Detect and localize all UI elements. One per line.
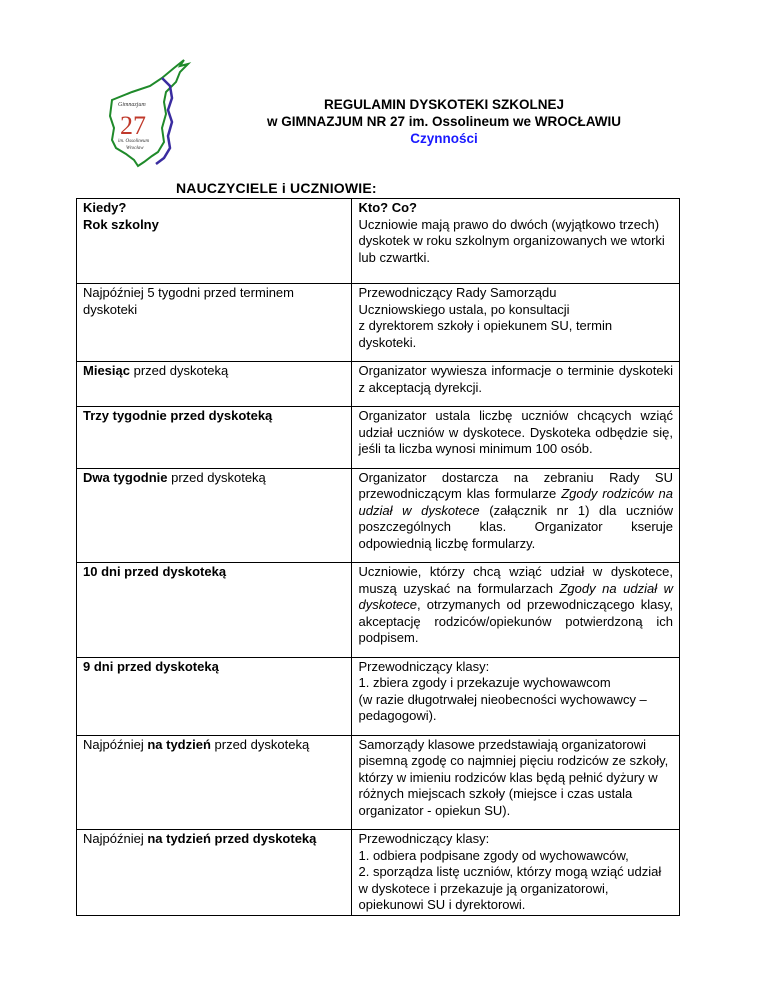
when-text: Trzy tygodnie przed dyskoteką — [83, 408, 273, 423]
title-line-1: REGULAMIN DYSKOTEKI SZKOLNEJ — [323, 97, 564, 112]
what-line: 2. sporządza listę uczniów, którzy mogą wziąć udział w dyskotece i przekazuje ją organizatorowi, opiekunowi SU i dyrektorowi. — [358, 864, 662, 912]
when-prefix: Najpóźniej — [83, 736, 148, 752]
when-bold: na tydzień przed dyskoteką — [147, 831, 317, 846]
when-text: Najpóźniej 5 tygodni przed terminem dyskoteki — [83, 285, 294, 317]
when-header-cell — [77, 199, 352, 284]
what-cell — [352, 468, 680, 563]
what-cell — [352, 563, 680, 658]
when-bold: Miesiąc — [83, 363, 130, 378]
who-header-cell — [352, 199, 680, 284]
table-row — [77, 284, 680, 362]
what-cell — [352, 830, 680, 916]
table-row — [77, 735, 680, 830]
table-row — [77, 563, 680, 658]
what-text: Organizator dostarcza na zebraniu Rady SU przewodniczącym klas formularze — [358, 469, 673, 501]
when-label: Kiedy? — [83, 200, 127, 215]
document-subtitle: Czynności — [410, 131, 478, 146]
table-row — [77, 830, 680, 916]
when-bold: Dwa tygodnie — [83, 469, 168, 485]
when-cell — [77, 362, 352, 407]
who-value: Uczniowie mają prawo do dwóch (wyjątkowo trzech) dyskotek w roku szkolnym organizowanych we wtorki lub czwartki. — [358, 216, 665, 265]
what-line: 1. odbiera podpisane zgody od wychowawców, — [358, 847, 629, 863]
document-title — [0, 96, 768, 147]
what-text: (załącznik nr 1) dla uczniów poszczególnych klas. Organizator kseruje odpowiednią liczbę formularzy. — [358, 502, 673, 551]
table-row — [77, 407, 680, 469]
what-cell — [352, 284, 680, 362]
what-cell — [352, 657, 680, 735]
when-bold: na tydzień — [147, 736, 211, 752]
table-header-row — [77, 199, 680, 284]
what-line: (w razie długotrwałej nieobecności wychowawcy – pedagogowi). — [358, 691, 647, 723]
logo-number: 27 — [120, 111, 146, 140]
when-value: Rok szkolny — [83, 216, 159, 232]
table-row — [77, 468, 680, 563]
what-cell — [352, 362, 680, 407]
section-heading: NAUCZYCIELE i UCZNIOWIE: — [176, 180, 377, 196]
when-cell — [77, 407, 352, 469]
when-rest: przed dyskoteką — [129, 363, 229, 378]
what-line: z dyrektorem szkoły i opiekunem SU, termin — [358, 318, 613, 333]
when-rest: przed dyskoteką — [210, 736, 310, 752]
what-italic: Zgody na udział w dyskotece — [358, 580, 674, 612]
what-text: , otrzymanych od przewodniczącego klasy, akceptację rodziców/opiekunów potwierdzoną ich podpisem. — [358, 597, 673, 645]
what-text: Organizator ustala liczbę uczniów chcących wziąć udział uczniów w dyskotece. Dyskoteka odbędzie się, jeśli ta liczba wynosi minimum 100 osób. — [358, 408, 673, 456]
when-text: 10 dni przed dyskoteką — [83, 564, 227, 579]
table-row — [77, 657, 680, 735]
logo-line2: im. Ossolineum — [118, 139, 150, 144]
title-line-2: w GIMNAZJUM NR 27 im. Ossolineum we WROCŁAWIU — [266, 114, 622, 129]
schedule-table — [76, 198, 680, 916]
what-cell — [352, 407, 680, 469]
when-cell — [77, 657, 352, 735]
what-line: Przewodniczący klasy: — [358, 658, 490, 674]
when-text: 9 dni przed dyskoteką — [83, 658, 219, 674]
what-text: Samorządy klasowe przedstawiają organizatorowi pisemną zgodę co najmniej pięciu rodziców ze szkoły, którzy w imieniu rodziców klas będą pełnić dyżury w różnych miejscach szkoły (miejsce i czas ustala organizator - opiekun SU). — [358, 736, 669, 818]
when-cell — [77, 468, 352, 563]
when-cell — [77, 830, 352, 916]
what-line: Uczniowskiego ustala, po konsultacji — [358, 301, 570, 317]
when-cell — [77, 735, 352, 830]
when-prefix: Najpóźniej — [83, 831, 148, 846]
what-text: Organizator wywiesza informacje o terminie dyskoteki z akceptacją dyrekcji. — [358, 363, 673, 395]
when-cell — [77, 563, 352, 658]
table-row — [77, 362, 680, 407]
what-line: 1. zbiera zgody i przekazuje wychowawcom — [358, 675, 611, 690]
logo-line1: Gimnazjum — [118, 102, 146, 108]
logo-line3: Wrocław — [126, 146, 144, 151]
what-cell — [352, 735, 680, 830]
what-italic: Zgody rodziców na udział w dyskotece — [358, 486, 673, 518]
what-line: Przewodniczący Rady Samorządu — [358, 285, 557, 300]
what-line: dyskoteki. — [358, 334, 417, 350]
what-line: Przewodniczący klasy: — [358, 831, 490, 846]
when-rest: przed dyskoteką — [167, 469, 266, 485]
when-cell — [77, 284, 352, 362]
who-label: Kto? Co? — [358, 200, 417, 215]
what-text: Uczniowie, którzy chcą wziąć udział w dyskotece, muszą uzyskać na formularzach — [358, 564, 673, 596]
